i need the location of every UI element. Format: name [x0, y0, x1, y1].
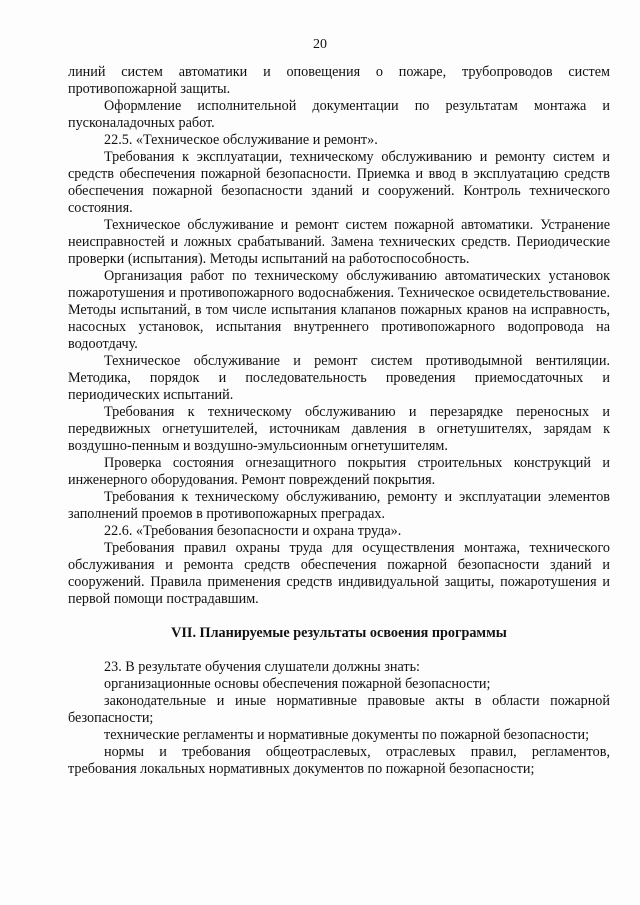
- paragraph: линий систем автоматики и оповещения о пожаре, трубопроводов систем противопожарной защиты.: [68, 64, 610, 97]
- list-item: организационные основы обеспечения пожарной безопасности;: [104, 676, 491, 692]
- paragraph: Требования к техническому обслуживанию, ремонту и эксплуатации элементов заполнений проемов в противопожарных преградах.: [68, 489, 610, 522]
- subsection-heading: 22.5. «Техническое обслуживание и ремонт».: [104, 132, 378, 148]
- page-number: 20: [313, 37, 327, 52]
- paragraph: Требования к эксплуатации, техническому обслуживанию и ремонту систем и средств обеспечения пожарной безопасности. Приемка и ввод в эксплуатацию средств обеспечения пожарной безопасности зданий и сооружений. Контроль технического состояния.: [68, 149, 610, 216]
- paragraph: Требования к техническому обслуживанию и перезарядке переносных и передвижных огнетушителей, источникам давления в огнетушителях, зарядам к воздушно-пенным и воздушно-эмульсионным огнетушителям.: [68, 404, 610, 454]
- subsection-heading: 22.6. «Требования безопасности и охрана труда».: [104, 523, 402, 539]
- paragraph: Техническое обслуживание и ремонт систем пожарной автоматики. Устранение неисправностей и ложных срабатываний. Замена технических средств. Периодические проверки (испытания). Методы испытаний на работоспособность.: [68, 217, 610, 267]
- paragraph: Оформление исполнительной документации по результатам монтажа и пусконаладочных работ.: [68, 98, 610, 131]
- paragraph: Организация работ по техническому обслуживанию автоматических установок пожаротушения и противопожарного водоснабжения. Техническое освидетельствование. Методы испытаний, в том числе испытания клапанов пожарных кранов на исправность, насосных установок, испытания внутреннего противопожарного водопровода на водоотдачу.: [68, 268, 610, 352]
- list-item: законодательные и иные нормативные правовые акты в области пожарной безопасности;: [68, 693, 610, 726]
- paragraph: Требования правил охраны труда для осуществления монтажа, технического обслуживания и ремонта средств обеспечения пожарной безопасности зданий и сооружений. Правила применения средств индивидуальной защиты, пожаротушения и первой помощи пострадавшим.: [68, 540, 610, 607]
- paragraph: Проверка состояния огнезащитного покрытия строительных конструкций и инженерного оборудования. Ремонт повреждений покрытия.: [68, 455, 610, 488]
- list-item: технические регламенты и нормативные документы по пожарной безопасности;: [104, 727, 590, 743]
- paragraph: Техническое обслуживание и ремонт систем противодымной вентиляции. Методика, порядок и последовательность проведения приемосдаточных и периодических испытаний.: [68, 353, 610, 403]
- section-title: VII. Планируемые результаты освоения программы: [171, 625, 507, 641]
- list-intro: 23. В результате обучения слушатели должны знать:: [104, 659, 421, 675]
- page-body: [68, 64, 610, 778]
- list-item: нормы и требования общеотраслевых, отраслевых правил, регламентов, требования локальных нормативных документов по пожарной безопасности;: [68, 744, 610, 777]
